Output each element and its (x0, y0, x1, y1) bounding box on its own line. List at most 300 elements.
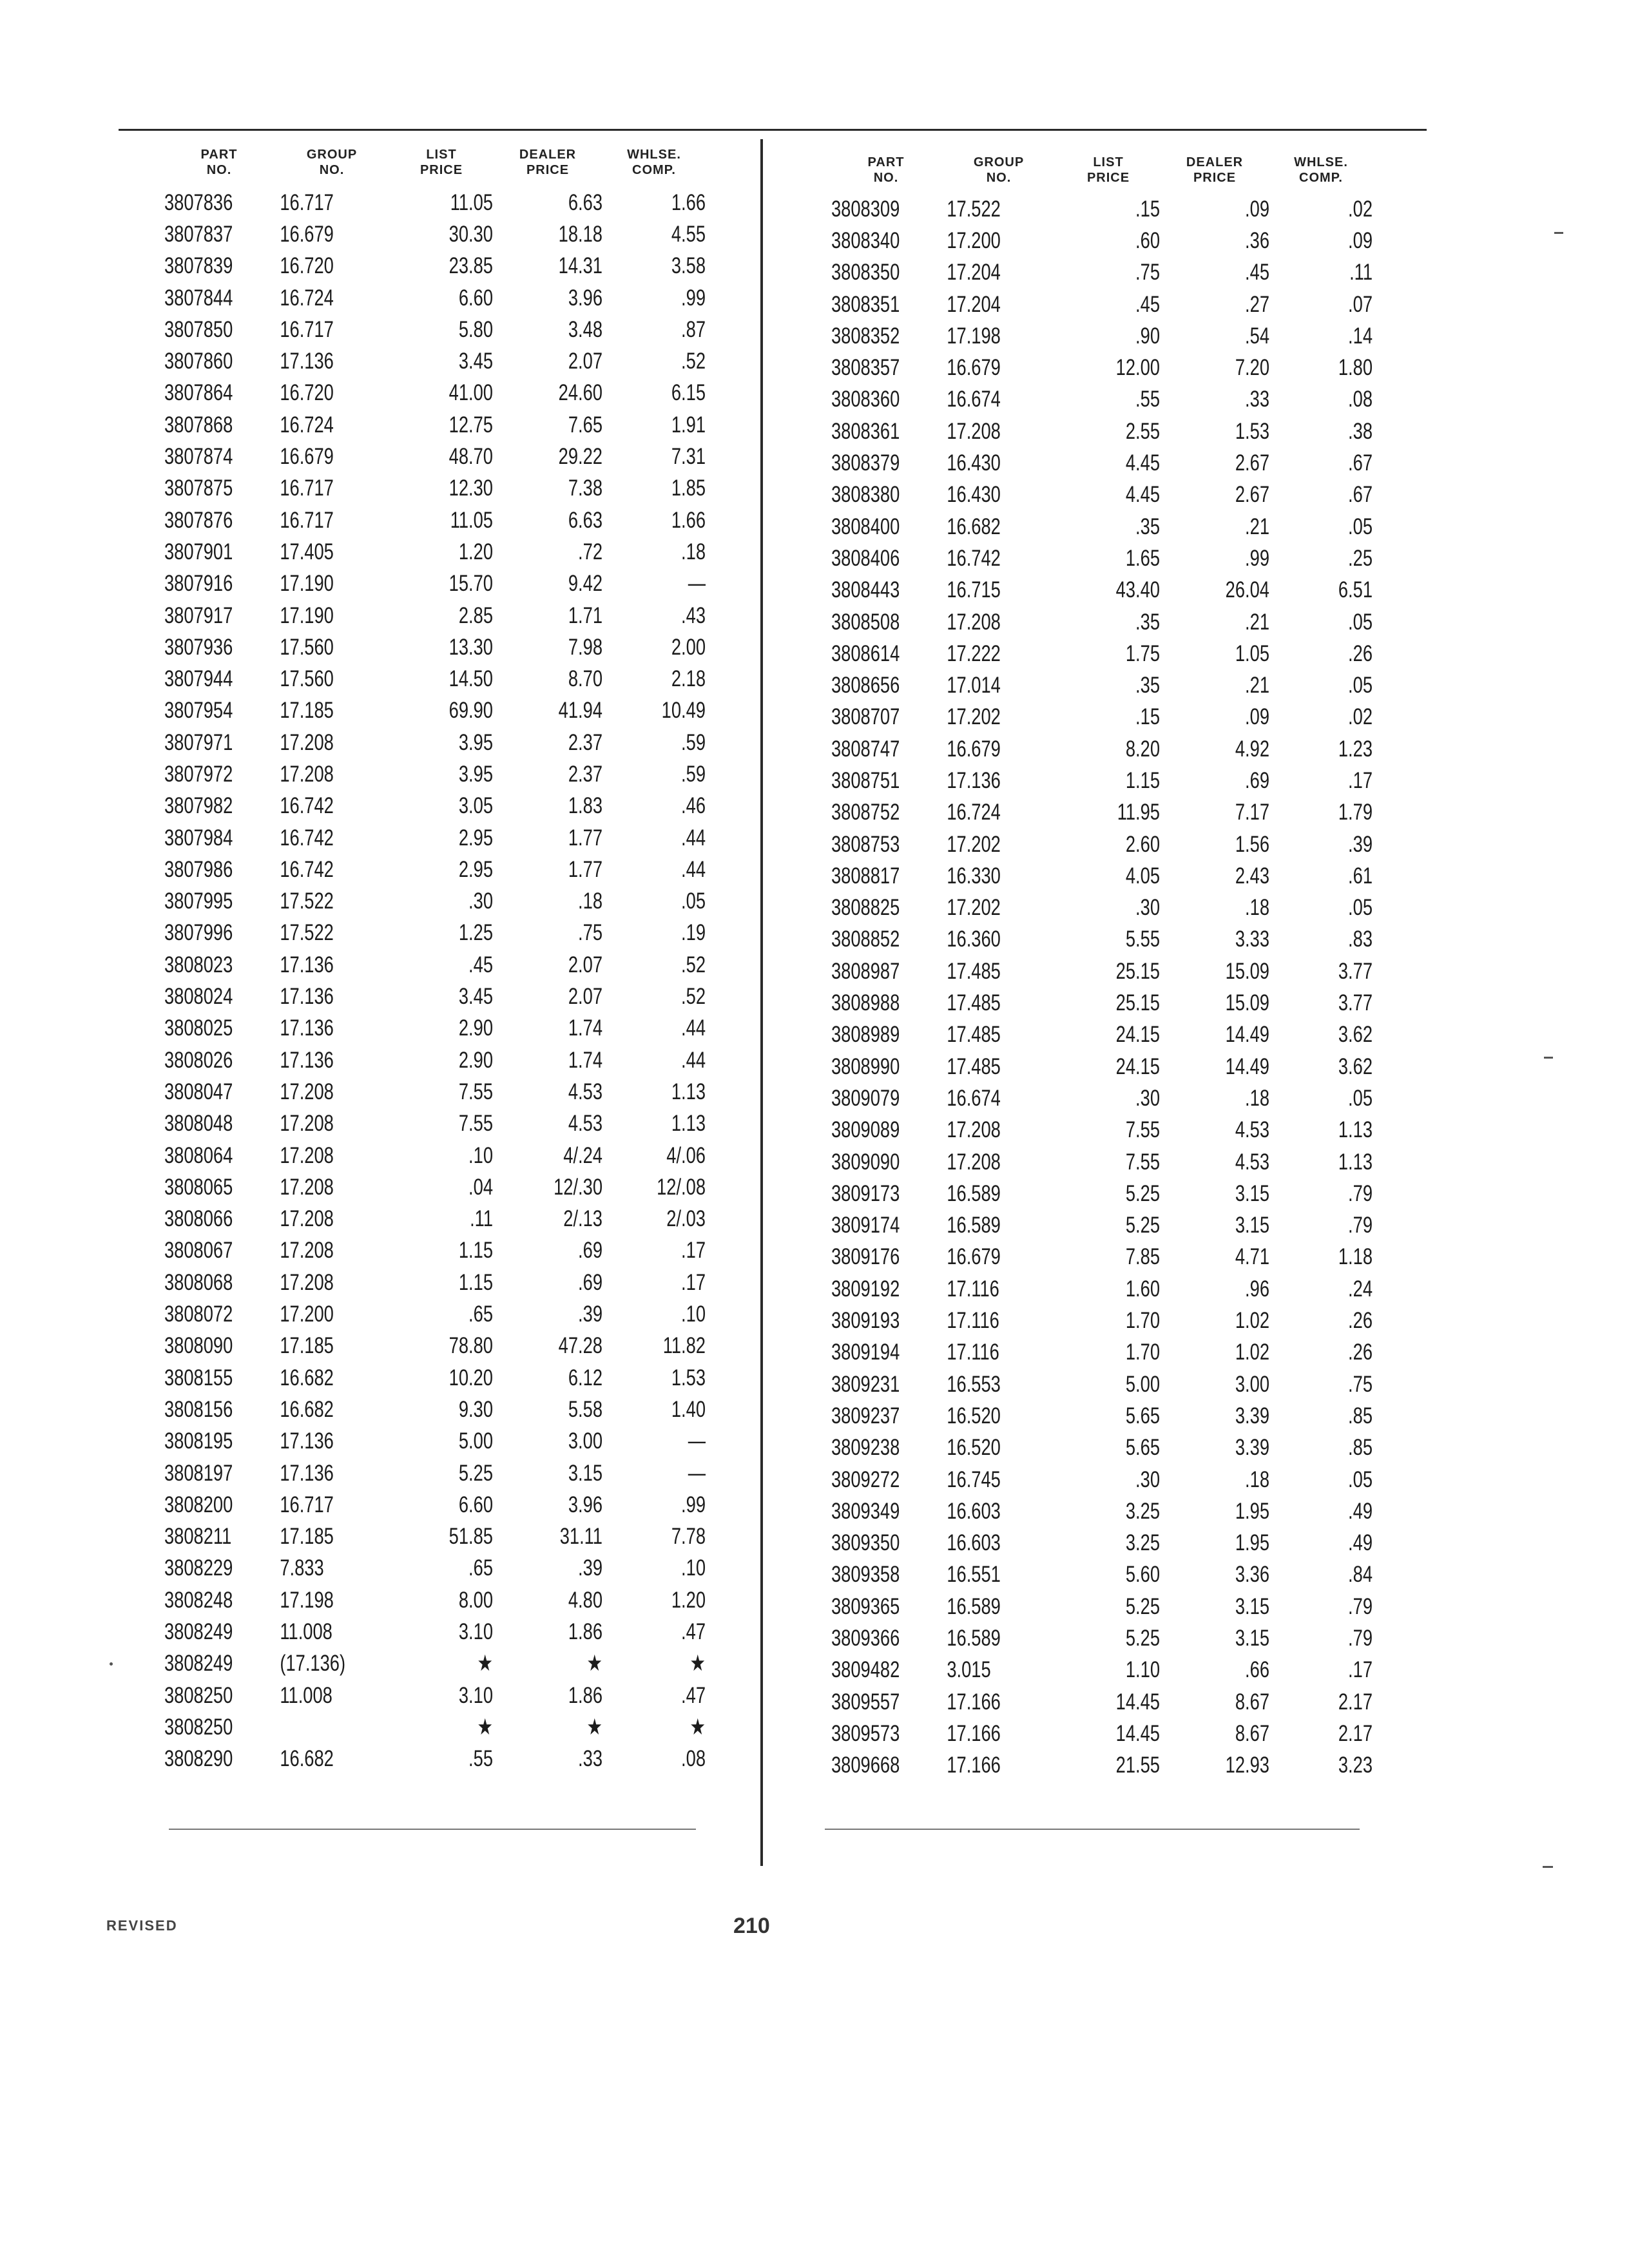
list-price-cell: 3.45 (458, 984, 493, 1010)
group-no-cell: 17.204 (947, 260, 1001, 285)
left-table-rows (164, 187, 725, 1775)
group-no-cell: 17.208 (280, 1111, 334, 1137)
part-no-cell: 3808380 (831, 482, 900, 508)
group-no-cell: 17.166 (947, 1689, 1001, 1715)
part-no-cell: 3808250 (164, 1682, 233, 1708)
group-no-cell: 16.679 (280, 444, 334, 470)
part-no-cell: 3808987 (831, 958, 900, 984)
list-price-cell: 24.15 (1115, 1053, 1160, 1079)
table-row (831, 1115, 1392, 1146)
part-no-cell: 3808817 (831, 863, 900, 889)
dealer-price-cell: .21 (1245, 673, 1269, 698)
dealer-price-cell: 4/.24 (563, 1142, 602, 1168)
part-no-cell: 3807876 (164, 507, 233, 533)
whlse-comp-cell: .67 (1348, 482, 1373, 508)
dealer-price-cell: 1.74 (568, 1015, 602, 1041)
list-price-cell: 11.05 (450, 189, 493, 215)
part-no-cell: 3807971 (164, 729, 233, 755)
whlse-comp-cell: 12/.08 (657, 1174, 706, 1200)
group-no-cell: 16.717 (280, 316, 334, 342)
part-no-cell: 3808048 (164, 1111, 233, 1137)
list-price-cell: 25.15 (1115, 958, 1160, 984)
whlse-comp-cell: .05 (681, 889, 706, 914)
header-group-no: GROUP NO. (973, 155, 1025, 185)
table-row (164, 1553, 725, 1584)
list-price-cell: 2.90 (458, 1015, 493, 1041)
table-row (164, 949, 725, 981)
whlse-comp-cell: .07 (1348, 291, 1373, 317)
part-no-cell: 3809366 (831, 1626, 900, 1651)
whlse-comp-cell: 1.66 (671, 189, 706, 215)
list-price-cell: 3.10 (458, 1682, 493, 1708)
group-no-cell: 16.553 (947, 1371, 1001, 1397)
table-row (164, 282, 725, 314)
table-row (164, 1171, 725, 1203)
table-row (831, 416, 1392, 447)
list-price-cell: 9.30 (458, 1396, 493, 1422)
table-row (831, 1718, 1392, 1749)
part-no-cell: 3807954 (164, 698, 233, 724)
group-no-cell: 16.330 (947, 863, 1001, 889)
table-row (164, 441, 725, 472)
part-no-cell: 3808066 (164, 1206, 233, 1232)
table-row (831, 479, 1392, 511)
list-price-cell: 10.20 (448, 1365, 493, 1390)
part-no-cell: 3807944 (164, 666, 233, 692)
table-row (164, 695, 725, 727)
dealer-price-cell: .69 (578, 1269, 602, 1295)
whlse-comp-cell: .17 (1348, 1657, 1373, 1683)
whlse-comp-cell: 7.78 (671, 1524, 706, 1550)
whlse-comp-cell: 3.77 (1338, 958, 1373, 984)
table-row (164, 631, 725, 663)
part-no-cell: 3808155 (164, 1365, 233, 1390)
whlse-comp-cell: 1.80 (1338, 355, 1373, 381)
dealer-price-cell: 4.53 (568, 1079, 602, 1104)
part-no-cell: 3809238 (831, 1435, 900, 1461)
table-row (831, 1464, 1392, 1495)
dealer-price-cell: 4.71 (1235, 1244, 1269, 1270)
part-no-cell: 3808065 (164, 1174, 233, 1200)
dealer-price-cell: .36 (1245, 227, 1269, 253)
part-no-cell: 3808250 (164, 1714, 233, 1740)
group-no-cell: 16.679 (280, 221, 334, 247)
part-no-cell: 3809557 (831, 1689, 900, 1715)
header-list-price: LIST PRICE (419, 148, 463, 177)
list-price-cell: 5.25 (1125, 1626, 1160, 1651)
group-no-cell: 17.136 (280, 952, 334, 977)
dealer-price-cell: .54 (1245, 323, 1269, 349)
scan-speck (1543, 1866, 1553, 1868)
table-row (831, 606, 1392, 638)
part-no-cell: 3808614 (831, 640, 900, 666)
part-no-cell: 3809365 (831, 1593, 900, 1619)
dealer-price-cell: 7.98 (568, 634, 602, 660)
group-no-cell: 16.717 (280, 189, 334, 215)
dealer-price-cell: .45 (1245, 260, 1269, 285)
group-no-cell: 16.603 (947, 1498, 1001, 1524)
group-no-cell: 16.589 (947, 1593, 1001, 1619)
group-no-cell: 17.208 (280, 729, 334, 755)
table-row (831, 257, 1392, 289)
part-no-cell: 3808026 (164, 1047, 233, 1073)
table-row (831, 1019, 1392, 1051)
table-row (831, 1337, 1392, 1369)
dealer-price-cell: 7.65 (568, 412, 602, 437)
group-no-cell: 17.208 (280, 1238, 334, 1264)
group-no-cell: 17.136 (280, 1460, 334, 1486)
group-no-cell: 17.136 (947, 767, 1001, 793)
group-no-cell: 17.136 (280, 1428, 334, 1454)
group-no-cell: 16.724 (280, 285, 334, 311)
part-no-cell: 3808707 (831, 704, 900, 730)
dealer-price-cell: 7.38 (568, 476, 602, 501)
group-no-cell: 16.724 (280, 412, 334, 437)
dealer-price-cell: 31.11 (559, 1524, 602, 1550)
dealer-price-cell: .39 (578, 1555, 602, 1581)
group-no-cell: 16.679 (947, 736, 1001, 762)
part-no-cell: 3808656 (831, 673, 900, 698)
group-no-cell: 11.008 (280, 1619, 333, 1644)
table-row (831, 1051, 1392, 1082)
dealer-price-cell: 3.48 (568, 316, 602, 342)
whlse-comp-cell: .47 (681, 1619, 706, 1644)
group-no-cell: 16.679 (947, 1244, 1001, 1270)
part-no-cell: 3807984 (164, 825, 233, 850)
whlse-comp-cell: 2.18 (671, 666, 706, 692)
dealer-price-cell: 18.18 (558, 221, 602, 247)
list-price-cell: 5.65 (1125, 1435, 1160, 1461)
dealer-price-cell: .69 (1245, 767, 1269, 793)
dealer-price-cell: 14.49 (1225, 1053, 1269, 1079)
list-price-cell: .11 (470, 1206, 493, 1232)
whlse-comp-cell: .05 (1348, 895, 1373, 921)
table-row (831, 987, 1392, 1019)
group-no-cell: 17.202 (947, 895, 1001, 921)
list-price-cell: 48.70 (448, 444, 493, 470)
table-row (164, 218, 725, 250)
part-no-cell: 3808025 (164, 1015, 233, 1041)
table-row (164, 536, 725, 568)
whlse-comp-cell: 1.79 (1338, 800, 1373, 825)
part-no-cell: 3807972 (164, 761, 233, 787)
whlse-comp-cell: .17 (681, 1269, 706, 1295)
group-no-cell: 16.430 (947, 482, 1001, 508)
list-price-cell: .15 (1135, 704, 1160, 730)
part-no-cell: 3808023 (164, 952, 233, 977)
dealer-price-cell: 1.86 (568, 1619, 602, 1644)
group-no-cell: 16.742 (280, 793, 334, 819)
list-price-cell: .65 (468, 1302, 493, 1327)
dealer-price-cell: 3.39 (1235, 1403, 1269, 1428)
table-row (164, 1140, 725, 1171)
whlse-comp-cell: ★ (689, 1714, 706, 1740)
group-no-cell: 11.008 (280, 1682, 333, 1708)
part-no-cell: 3807995 (164, 889, 233, 914)
whlse-comp-cell: .25 (1348, 545, 1373, 571)
list-price-cell: 1.15 (458, 1238, 493, 1264)
group-no-cell: 16.674 (947, 387, 1001, 412)
group-no-cell: 16.682 (280, 1396, 334, 1422)
whlse-comp-cell: .79 (1348, 1626, 1373, 1651)
list-price-cell: 5.25 (1125, 1213, 1160, 1238)
part-no-cell: 3808988 (831, 990, 900, 1016)
part-no-cell: 3809174 (831, 1213, 900, 1238)
list-price-cell: 21.55 (1115, 1753, 1160, 1778)
list-price-cell: 11.95 (1117, 800, 1160, 825)
table-row (164, 886, 725, 918)
group-no-cell: 17.116 (947, 1340, 999, 1365)
whlse-comp-cell: .49 (1348, 1530, 1373, 1556)
dealer-price-cell: 24.60 (558, 380, 602, 406)
whlse-comp-cell: 1.40 (671, 1396, 706, 1422)
list-price-cell: 1.15 (458, 1269, 493, 1295)
dealer-price-cell: 3.96 (568, 1492, 602, 1517)
group-no-cell: 16.520 (947, 1403, 1001, 1428)
list-price-cell: 3.95 (458, 761, 493, 787)
dealer-price-cell: 1.77 (568, 825, 602, 850)
whlse-comp-cell: 1.13 (1338, 1117, 1373, 1143)
part-no-cell: 3809482 (831, 1657, 900, 1683)
whlse-comp-cell: 1.85 (671, 476, 706, 501)
part-no-cell: 3809231 (831, 1371, 900, 1397)
dealer-price-cell: 1.71 (568, 602, 602, 628)
group-no-cell: 16.603 (947, 1530, 1001, 1556)
list-price-cell: 7.55 (1125, 1117, 1160, 1143)
table-row (831, 1146, 1392, 1178)
table-row (831, 669, 1392, 701)
group-no-cell: 17.116 (947, 1308, 999, 1334)
part-no-cell: 3808211 (164, 1524, 232, 1550)
dealer-price-cell: 2.67 (1235, 450, 1269, 476)
list-price-cell: 7.55 (1125, 1149, 1160, 1175)
whlse-comp-cell: 3.77 (1338, 990, 1373, 1016)
whlse-comp-cell: .43 (681, 602, 706, 628)
group-no-cell: 16.742 (280, 825, 334, 850)
group-no-cell: 17.208 (947, 609, 1001, 635)
group-no-cell: 16.742 (280, 856, 334, 882)
part-no-cell: 3808990 (831, 1053, 900, 1079)
whlse-comp-cell: .05 (1348, 1085, 1373, 1111)
part-no-cell: 3808352 (831, 323, 900, 349)
dealer-price-cell: .33 (1245, 387, 1269, 412)
part-no-cell: 3808350 (831, 260, 900, 285)
part-no-cell: 3808508 (831, 609, 900, 635)
table-row (831, 320, 1392, 352)
table-row (831, 1686, 1392, 1718)
part-no-cell: 3809350 (831, 1530, 900, 1556)
part-no-cell: 3809194 (831, 1340, 900, 1365)
header-dealer-price: DEALER PRICE (519, 148, 577, 177)
group-no-cell: 17.204 (947, 291, 1001, 317)
list-price-cell: 5.25 (1125, 1593, 1160, 1619)
whlse-comp-cell: .46 (681, 793, 706, 819)
part-no-cell: 3809668 (831, 1753, 900, 1778)
part-no-cell: 3808229 (164, 1555, 233, 1581)
dealer-price-cell: .96 (1245, 1276, 1269, 1302)
list-price-cell: 14.50 (448, 666, 493, 692)
right-table-header (831, 155, 1392, 193)
part-no-cell: 3808400 (831, 514, 900, 539)
whlse-comp-cell: .10 (681, 1555, 706, 1581)
group-no-cell: 17.560 (280, 634, 334, 660)
list-price-cell: 3.25 (1125, 1498, 1160, 1524)
dealer-price-cell: 3.15 (1235, 1213, 1269, 1238)
whlse-comp-cell: .87 (681, 316, 706, 342)
whlse-comp-cell: 1.13 (1338, 1149, 1373, 1175)
whlse-comp-cell: 6.51 (1338, 577, 1373, 603)
list-price-cell: 24.15 (1115, 1022, 1160, 1048)
table-row (164, 251, 725, 282)
table-row (164, 1426, 725, 1457)
group-no-cell: 17.522 (280, 889, 334, 914)
dealer-price-cell: 4.92 (1235, 736, 1269, 762)
part-no-cell: 3808309 (831, 196, 900, 222)
group-no-cell: 17.208 (280, 1206, 334, 1232)
table-row (164, 1331, 725, 1362)
group-no-cell: 16.589 (947, 1180, 1001, 1206)
table-row (164, 1044, 725, 1076)
top-rule (119, 129, 1427, 131)
list-price-cell: 6.60 (458, 285, 493, 311)
list-price-cell: 69.90 (448, 698, 493, 724)
whlse-comp-cell: 11.82 (662, 1333, 706, 1359)
group-no-cell: 17.485 (947, 958, 1001, 984)
whlse-comp-cell: 1.66 (671, 507, 706, 533)
whlse-comp-cell: .44 (681, 856, 706, 882)
list-price-cell: 5.80 (458, 316, 493, 342)
whlse-comp-cell: .79 (1348, 1593, 1373, 1619)
scan-speck (1544, 1057, 1553, 1059)
group-no-cell: 17.185 (280, 698, 334, 724)
whlse-comp-cell: .38 (1348, 418, 1373, 444)
table-row (831, 352, 1392, 383)
table-row (831, 1432, 1392, 1464)
part-no-cell: 3808249 (164, 1619, 233, 1644)
whlse-comp-cell: — (688, 1460, 706, 1486)
whlse-comp-cell: .19 (681, 920, 706, 946)
table-row (164, 187, 725, 218)
dealer-price-cell: 2.37 (568, 761, 602, 787)
list-price-cell: 51.85 (448, 1524, 493, 1550)
group-no-cell: 17.485 (947, 1053, 1001, 1079)
whlse-comp-cell: .05 (1348, 673, 1373, 698)
whlse-comp-cell: — (688, 1428, 706, 1454)
dealer-price-cell: .99 (1245, 545, 1269, 571)
group-no-cell: 17.208 (280, 1079, 334, 1104)
part-no-cell: 3808357 (831, 355, 900, 381)
group-no-cell: 16.682 (280, 1746, 334, 1772)
table-row (164, 758, 725, 790)
table-row (164, 1648, 725, 1680)
group-no-cell: 17.208 (280, 1269, 334, 1295)
list-price-cell: 1.15 (1125, 767, 1160, 793)
group-no-cell: 17.200 (947, 227, 1001, 253)
whlse-comp-cell: 2.17 (1338, 1689, 1373, 1715)
group-no-cell: 17.198 (280, 1587, 334, 1613)
group-no-cell: 17.136 (280, 984, 334, 1010)
whlse-comp-cell: .39 (1348, 831, 1373, 857)
header-whlse-comp: WHLSE. COMP. (1294, 155, 1348, 185)
table-row (831, 1750, 1392, 1782)
list-price-cell: 2.95 (458, 856, 493, 882)
table-row (164, 1204, 725, 1235)
group-no-cell: 17.166 (947, 1720, 1001, 1746)
table-row (164, 981, 725, 1012)
scan-speck (1554, 232, 1563, 234)
list-price-cell: 1.20 (458, 539, 493, 564)
left-price-table (164, 147, 725, 1775)
whlse-comp-cell: .02 (1348, 196, 1373, 222)
list-price-cell: 2.85 (458, 602, 493, 628)
table-row (831, 765, 1392, 796)
part-no-cell: 3808751 (831, 767, 900, 793)
dealer-price-cell: .69 (578, 1238, 602, 1264)
dealer-price-cell: 2.07 (568, 349, 602, 374)
whlse-comp-cell: .26 (1348, 1340, 1373, 1365)
list-price-cell: 8.20 (1125, 736, 1160, 762)
whlse-comp-cell: 3.62 (1338, 1053, 1373, 1079)
bottom-rule-right (825, 1829, 1360, 1830)
group-no-cell: 17.198 (947, 323, 1001, 349)
table-row (164, 345, 725, 377)
whlse-comp-cell: 1.53 (671, 1365, 706, 1390)
dealer-price-cell: 4.53 (1235, 1117, 1269, 1143)
list-price-cell: 1.60 (1125, 1276, 1160, 1302)
part-no-cell: 3809090 (831, 1149, 900, 1175)
group-no-cell: 17.208 (947, 1117, 1001, 1143)
part-no-cell: 3809272 (831, 1466, 900, 1492)
list-price-cell: 12.30 (448, 476, 493, 501)
whlse-comp-cell: 4.55 (671, 221, 706, 247)
group-no-cell: 16.724 (947, 800, 1001, 825)
header-dealer-price: DEALER PRICE (1186, 155, 1244, 185)
whlse-comp-cell: .75 (1348, 1371, 1373, 1397)
table-row (164, 727, 725, 758)
part-no-cell: 3808047 (164, 1079, 233, 1104)
group-no-cell: 17.208 (280, 1142, 334, 1168)
dealer-price-cell: 1.56 (1235, 831, 1269, 857)
list-price-cell: 25.15 (1115, 990, 1160, 1016)
part-no-cell: 3807874 (164, 444, 233, 470)
group-no-cell: 16.360 (947, 927, 1001, 952)
table-row (164, 505, 725, 536)
header-part-no: PART NO. (200, 148, 238, 177)
part-no-cell: 3808197 (164, 1460, 233, 1486)
dealer-price-cell: 3.15 (1235, 1626, 1269, 1651)
list-price-cell: 15.70 (448, 571, 493, 597)
group-no-cell: 17.166 (947, 1753, 1001, 1778)
whlse-comp-cell: 2.00 (671, 634, 706, 660)
list-price-cell: 23.85 (448, 253, 493, 279)
group-no-cell: 16.551 (947, 1562, 1001, 1588)
table-row (164, 854, 725, 885)
dealer-price-cell: .66 (1245, 1657, 1269, 1683)
list-price-cell: 1.65 (1125, 545, 1160, 571)
group-no-cell: 17.222 (947, 640, 1001, 666)
table-row (831, 1082, 1392, 1114)
dealer-price-cell: 47.28 (558, 1333, 602, 1359)
header-list-price: LIST PRICE (1086, 155, 1130, 185)
group-no-cell: 16.742 (947, 545, 1001, 571)
part-no-cell: 3807860 (164, 349, 233, 374)
list-price-cell: 2.55 (1125, 418, 1160, 444)
dealer-price-cell: .39 (578, 1302, 602, 1327)
group-no-cell: 7.833 (280, 1555, 324, 1581)
dealer-price-cell: 2.07 (568, 952, 602, 977)
dealer-price-cell: ★ (586, 1714, 602, 1740)
group-no-cell: 16.715 (947, 577, 1001, 603)
